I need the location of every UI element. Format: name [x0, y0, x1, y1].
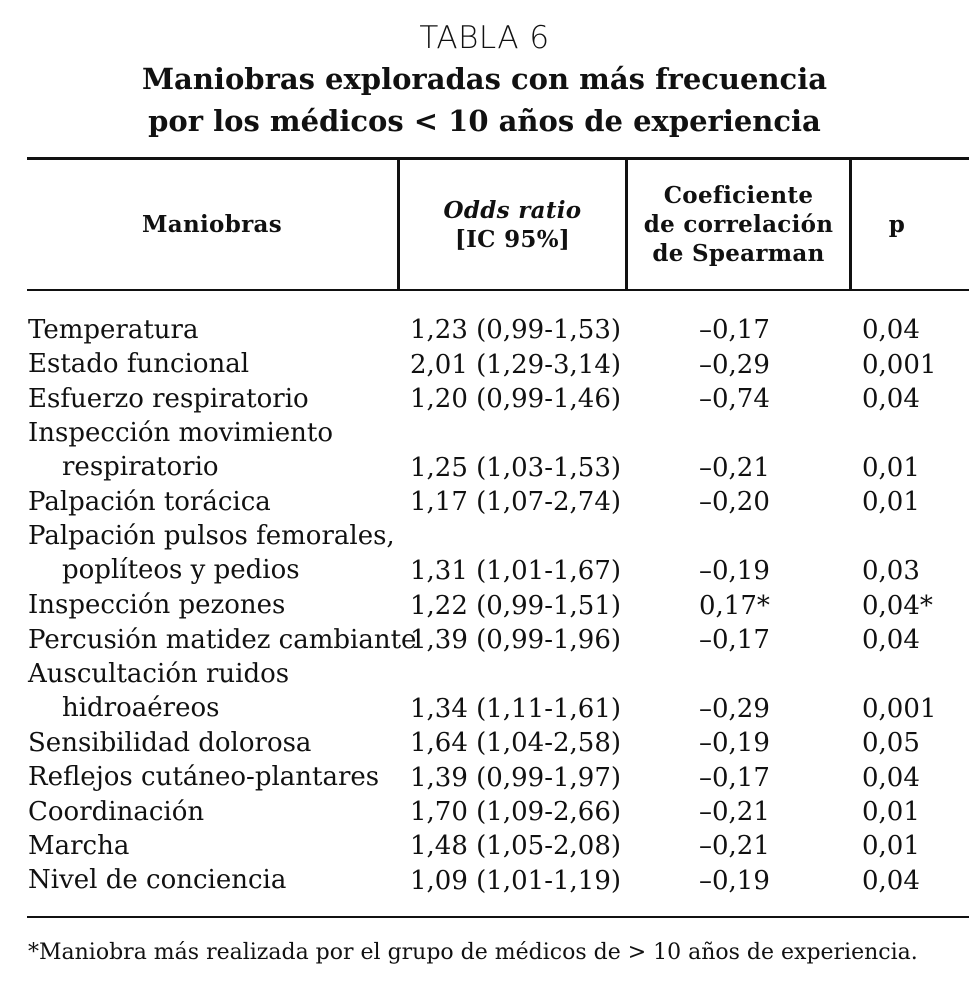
cell-coeficiente: –0,17	[699, 624, 770, 655]
header-p	[852, 160, 942, 289]
cell-odds-ratio: 1,20 (0,99-1,46)	[410, 384, 622, 415]
cell-maniobra	[28, 382, 309, 416]
table-row	[0, 795, 969, 829]
table-row	[0, 657, 969, 726]
cell-maniobra-text: Reflejos cutáneo-plantares	[28, 762, 380, 793]
cell-coeficiente: –0,74	[699, 384, 770, 415]
cell-coeficiente: –0,19	[699, 556, 770, 587]
cell-odds-ratio: 1,17 (1,07-2,74)	[410, 487, 622, 518]
header-bottom-rule	[27, 289, 969, 291]
cell-odds-ratio: 1,39 (0,99-1,97)	[410, 762, 622, 793]
cell-p-value: 0,03	[862, 556, 920, 587]
cell-p-value: 0,05	[862, 728, 920, 759]
table-row	[0, 416, 969, 485]
header-coef-line3: de Spearman	[652, 240, 825, 267]
header-maniobras-label: Maniobras	[142, 211, 282, 238]
cell-coeficiente: –0,29	[699, 693, 770, 724]
cell-maniobra	[28, 795, 204, 829]
cell-maniobra-text: Palpación torácica	[28, 486, 271, 517]
cell-maniobra	[28, 347, 249, 381]
cell-odds-ratio: 1,39 (0,99-1,96)	[410, 624, 622, 655]
cell-maniobra	[28, 313, 198, 347]
cell-coeficiente: –0,19	[699, 728, 770, 759]
header-coef-line1: Coeficiente	[663, 182, 814, 209]
header-odds-ratio	[400, 160, 625, 289]
table-row	[0, 726, 969, 760]
cell-maniobra-text: Nivel de conciencia	[28, 865, 287, 896]
cell-maniobra-text: Esfuerzo respiratorio	[28, 383, 309, 414]
cell-maniobra-text: Temperatura	[28, 315, 199, 345]
cell-p-value: 0,01	[862, 452, 920, 483]
cell-odds-ratio: 1,31 (1,01-1,67)	[410, 556, 622, 587]
cell-coeficiente: –0,29	[699, 349, 770, 380]
cell-coeficiente: –0,21	[699, 796, 770, 827]
cell-maniobra-text: Marcha	[28, 830, 130, 861]
cell-p-value: 0,01	[862, 831, 920, 862]
cell-odds-ratio: 1,70 (1,09-2,66)	[410, 796, 622, 827]
table-row	[0, 623, 969, 657]
table-row	[0, 760, 969, 794]
cell-p-value: 0,001	[862, 693, 937, 724]
cell-maniobra	[28, 485, 271, 519]
header-coeficiente	[628, 160, 849, 289]
cell-coeficiente: –0,20	[699, 487, 770, 518]
cell-odds-ratio: 2,01 (1,29-3,14)	[410, 349, 622, 380]
cell-maniobra	[28, 657, 289, 725]
table-title-line-2: por los médicos < 10 años de experiencia	[148, 104, 821, 138]
cell-p-value: 0,04	[862, 384, 920, 415]
cell-odds-ratio: 1,23 (0,99-1,53)	[410, 315, 622, 346]
header-odds-line2: [IC 95%]	[454, 225, 571, 253]
cell-p-value: 0,01	[862, 487, 920, 518]
cell-coeficiente: –0,19	[699, 865, 770, 896]
table-row	[0, 313, 969, 347]
header-coef-text	[644, 181, 834, 268]
table-row	[0, 863, 969, 897]
cell-p-value: 0,01	[862, 796, 920, 827]
cell-p-value: 0,04*	[862, 590, 933, 621]
cell-coeficiente: –0,17	[699, 315, 770, 346]
cell-maniobra-continuation: respiratorio	[62, 452, 219, 483]
cell-maniobra	[28, 726, 311, 760]
table-row	[0, 347, 969, 381]
cell-maniobra-text: Palpación pulsos femorales,	[28, 521, 395, 552]
cell-coeficiente: –0,21	[699, 452, 770, 483]
cell-maniobra-continuation: hidroaéreos	[62, 692, 220, 723]
cell-p-value: 0,04	[862, 624, 920, 655]
cell-odds-ratio: 1,25 (1,03-1,53)	[410, 452, 622, 483]
table-row	[0, 382, 969, 416]
cell-maniobra	[28, 588, 285, 622]
cell-maniobra-text: Inspección movimiento	[28, 418, 334, 449]
header-p-label: p	[888, 211, 906, 238]
cell-odds-ratio: 1,22 (0,99-1,51)	[410, 590, 622, 621]
footnote: *Maniobra más realizada por el grupo de médicos de > 10 años de experiencia.	[28, 940, 918, 965]
cell-p-value: 0,04	[862, 762, 920, 793]
table-row	[0, 829, 969, 863]
cell-coeficiente: 0,17*	[699, 590, 770, 621]
table-row	[0, 485, 969, 519]
cell-odds-ratio: 1,34 (1,11-1,61)	[410, 693, 622, 724]
table-body	[0, 313, 969, 898]
table-row	[0, 588, 969, 622]
cell-maniobra	[28, 863, 286, 897]
cell-p-value: 0,001	[862, 349, 937, 380]
cell-maniobra	[28, 623, 416, 657]
cell-maniobra-text: Estado funcional	[28, 349, 250, 380]
bottom-rule	[27, 916, 969, 918]
cell-maniobra	[28, 519, 395, 587]
cell-maniobra	[28, 760, 379, 794]
table-row	[0, 519, 969, 588]
cell-maniobra	[28, 416, 333, 484]
header-odds-text	[444, 196, 582, 254]
cell-maniobra-text: Percusión matidez cambiante	[28, 624, 417, 655]
cell-p-value: 0,04	[862, 315, 920, 346]
header-odds-line1: Odds ratio	[443, 196, 582, 224]
table-title-line-1: Maniobras exploradas con más frecuencia	[141, 62, 828, 96]
cell-maniobra-text: Auscultación ruidos	[28, 658, 290, 689]
cell-maniobra-text: Inspección pezones	[28, 590, 286, 621]
cell-odds-ratio: 1,64 (1,04-2,58)	[410, 728, 622, 759]
cell-odds-ratio: 1,09 (1,01-1,19)	[410, 865, 622, 896]
cell-maniobra-text: Coordinación	[28, 796, 205, 827]
cell-maniobra-continuation: poplíteos y pedios	[62, 555, 300, 586]
cell-maniobra-text: Sensibilidad dolorosa	[28, 727, 312, 758]
cell-coeficiente: –0,21	[699, 831, 770, 862]
table-label: TABLA 6	[419, 20, 550, 56]
cell-odds-ratio: 1,48 (1,05-2,08)	[410, 831, 622, 862]
cell-coeficiente: –0,17	[699, 762, 770, 793]
header-coef-line2: de correlación	[643, 211, 834, 238]
cell-maniobra	[28, 829, 129, 863]
header-maniobras	[27, 160, 397, 289]
cell-p-value: 0,04	[862, 865, 920, 896]
